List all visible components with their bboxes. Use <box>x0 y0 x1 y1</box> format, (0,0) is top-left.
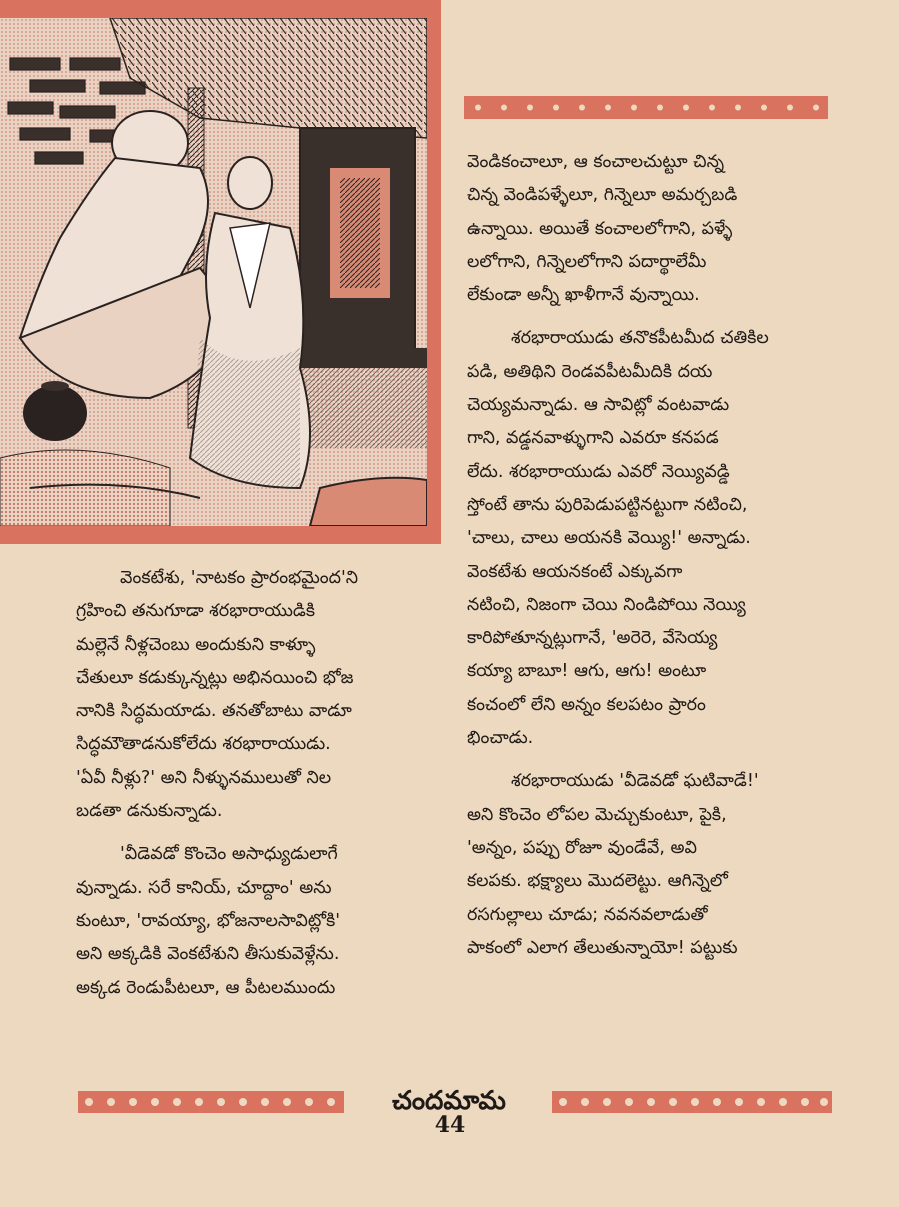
text-line: వెండికంచాలూ, ఆ కంచాలచుట్టూ చిన్న <box>467 152 725 172</box>
text-line: బడతా డనుకున్నాడు. <box>76 801 223 822</box>
text-line: భించాడు. <box>467 728 534 749</box>
text-line: 'వీడెవడో కొంచెం అసాధ్యుడులాగే <box>120 844 338 865</box>
text-line: 'చాలు, చాలు అయనకి వెయ్యి!' అన్నాడు. <box>467 528 751 549</box>
text-line: చెయ్యమన్నాడు. ఆ సావిట్లో వంటవాడు <box>467 395 730 416</box>
text-line: 'అన్నం, పప్పు రోజూ వుండేవే, అవి <box>467 837 697 858</box>
text-line: చేతులూ కడుక్కున్నట్లు అభినయించి భోజ <box>76 667 354 688</box>
text-line: రసగుల్లాలు చూడు; నవనవలాడుతో <box>467 904 708 925</box>
text-line: గాని, వడ్డనవాళ్ళుగాని ఎవరూ కనపడ <box>467 428 719 449</box>
text-line: కారిపోతూన్నట్లుగానే, 'అరెరె, వేసెయ్య <box>467 628 718 649</box>
paragraph <box>76 838 440 1004</box>
footer-border-pattern <box>78 1091 344 1113</box>
text-line: అని అక్కడికి వెంకటేశుని తీసుకువెళ్లేను. <box>76 944 340 965</box>
left-text-column <box>76 562 440 1005</box>
text-line: శరభారాయుడు 'వీడెవడో ఘటివాడే!' <box>511 771 759 792</box>
text-line: పాకంలో ఎలాగ తేలుతున్నాయో! పట్టుకు <box>467 937 738 958</box>
footer-border-left <box>78 1091 344 1113</box>
paragraph <box>467 765 831 965</box>
illustration-frame <box>0 0 441 544</box>
text-line: వున్నాడు. సరే కానియ్, చూద్దాం' అను <box>76 877 332 898</box>
illustration-two-men-dining-hall <box>0 18 427 526</box>
text-line: నానికి సిద్ధమయాడు. తనతోబాటు వాడూ <box>76 701 352 722</box>
text-line: లేదు. శరభారాయుడు ఎవరో నెయ్యివడ్డి <box>467 461 730 482</box>
paragraph <box>467 146 831 312</box>
text-line: కుంటూ, 'రావయ్యా, భోజనాలసావిట్లోకి' <box>76 910 341 931</box>
text-line: అక్కడ రెండుపీటలూ, ఆ పీటలముందు <box>76 977 336 998</box>
text-line: లలోగాని, గిన్నెలలోగాని పదార్థాలేమీ <box>467 251 707 272</box>
text-line: చిన్న వెండిపళ్ళేలూ, గిన్నెలూ అమర్చబడి <box>467 185 738 206</box>
paragraph <box>76 562 440 828</box>
text-line: పడి, అతిథిని రెండవపీటమీదికి దయ <box>467 361 713 382</box>
text-line: నటించి, నిజంగా చెయి నిండిపోయి నెయ్యి <box>467 594 746 615</box>
text-line: వెంకటేశు ఆయనకంటే ఎక్కువగా <box>467 561 683 582</box>
text-line: కలపకు. భక్ష్యాలు మొదలెట్టు. ఆగిన్నెలో <box>467 871 728 892</box>
right-text-column <box>467 146 831 965</box>
text-line: కంచంలో లేని అన్నం కలపటం ప్రారం <box>467 694 706 715</box>
illustration-drawing <box>0 18 427 526</box>
text-line: 'ఏవీ నీళ్లు?' అని నీళ్ళునములుతో నిల <box>76 767 332 788</box>
text-line: కయ్యా బాబూ! ఆగు, ఆగు! అంటూ <box>467 661 707 682</box>
page-number: 44 <box>434 1112 466 1138</box>
text-line: ఉన్నాయి. అయితే కంచాలలోగాని, పళ్ళే <box>467 218 733 239</box>
decorative-band-top <box>464 96 828 119</box>
text-line: వెంకటేశు, 'నాటకం ప్రారంభమైంద'ని <box>120 568 359 588</box>
paragraph <box>467 322 831 755</box>
magazine-title: చందమామ <box>392 1086 506 1116</box>
decorative-band-pattern <box>464 96 828 119</box>
text-line: స్తోంటే తాను పురిపెడుపట్టినట్టుగా నటించి, <box>467 494 748 515</box>
footer-border-pattern <box>552 1091 832 1113</box>
text-line: సిద్ధమౌతాడనుకోలేదు శరభారాయుడు. <box>76 734 331 755</box>
text-line: గ్రహించి తనుగూడా శరభారాయుడికి <box>76 601 315 622</box>
text-line: లేకుండా అన్నీ ఖాళీగానే వున్నాయి. <box>467 285 700 306</box>
text-line: శరభారాయుడు తనొకపీటమీద చతికిల <box>511 328 769 349</box>
footer-border-right <box>552 1091 832 1113</box>
text-line: మల్లెనే నీళ్లచెంబు అందుకుని కాళ్ళూ <box>76 634 316 655</box>
text-line: అని కొంచెం లోపల మెచ్చుకుంటూ, పైకి, <box>467 804 727 825</box>
